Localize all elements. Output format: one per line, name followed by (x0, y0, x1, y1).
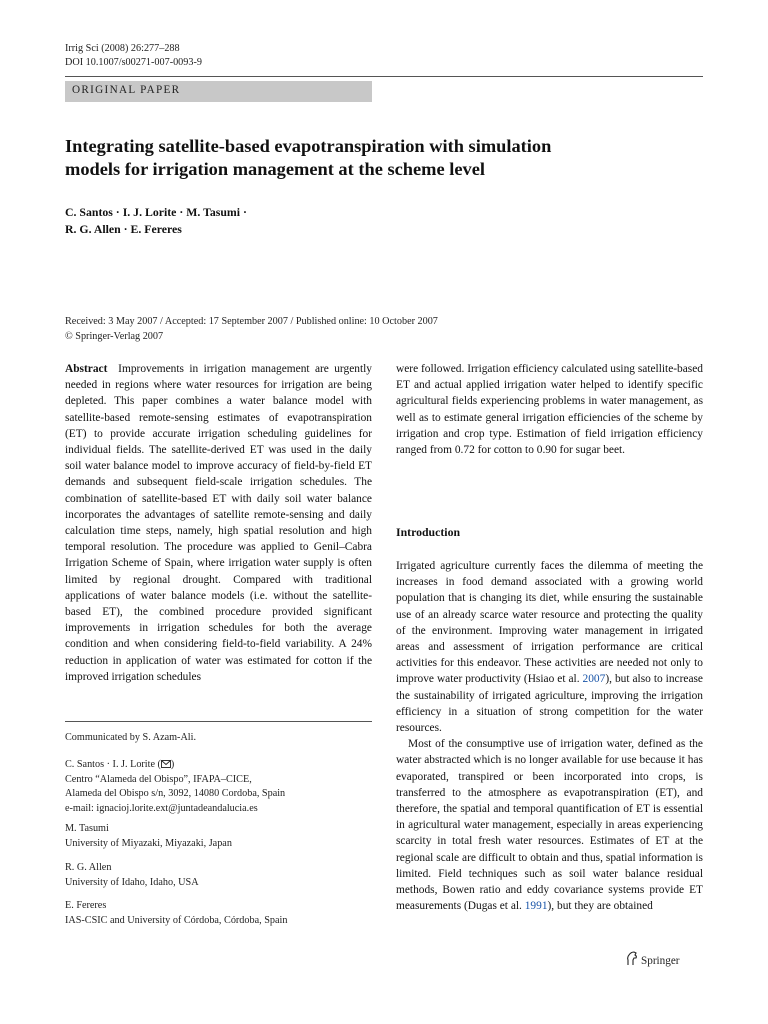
citation-link-dugas[interactable]: 1991 (524, 900, 548, 913)
affiliation-3 (65, 861, 372, 890)
abstract-continued (396, 361, 703, 458)
footnote-rule (65, 721, 372, 722)
affiliation-1-line-2: Alameda del Obispo s/n, 3092, 14080 Cordoba, Spain (65, 788, 286, 799)
journal-citation: Irrig Sci (2008) 26:277–288 (65, 43, 180, 54)
title-line-1: Integrating satellite-based evapotranspiration with simulation (65, 136, 552, 156)
section-label-bar (65, 81, 372, 102)
publisher-logo (625, 951, 680, 967)
introduction-body (396, 558, 703, 914)
section-label: ORIGINAL PAPER (72, 84, 181, 96)
paper-title (65, 135, 705, 181)
affiliation-2-name: M. Tasumi (65, 823, 109, 834)
affiliation-3-name: R. G. Allen (65, 862, 112, 873)
title-line-2: models for irrigation management at the scheme level (65, 159, 485, 179)
authors-line-2: R. G. Allen · E. Fereres (65, 222, 182, 236)
abstract-text: Improvements in irrigation management are urgently needed in regions where water resources for irrigation are being depleted. This paper combines a water balance model with satellite-based remote-sensing estimates of evapotranspiration (ET) to provide accurate irrigation scheduling guidelines for individual fields. The satellite-derived ET was used in the daily soil water balance model to improve accuracy of field-by-field ET demands and subsequent field-scale irrigation schedules. The combination of satellite-based ET with daily soil water balance incorporates the advantages of satellite remote-sensing and daily calculation time steps, namely, high spatial resolution and high temporal resolution. The procedure was applied to Genil–Cabra Irrigation Scheme of Spain, where irrigation water supply is often limited by regional drought. Compared with traditional applications of water balance models (i.e. without the satellite-based ET), the combined procedure provided significant improvements in irrigation schedules for both the average condition and when considering field-to-field variability. A 24% reduction in application of water was estimated for cotton if the improved irrigation schedules (65, 363, 372, 683)
abstract-continued-text: were followed. Irrigation efficiency calculated using satellite-based ET and actual applied irrigation water helped to identify specific agricultural fields experiencing problems in water management, as well as to estimate general irrigation efficiencies of the scheme by irrigation and crop type. Estimation of field irrigation efficiency ranged from 0.72 for cotton to 0.90 for sugar beet. (396, 363, 703, 457)
authors-line-1: C. Santos · I. J. Lorite · M. Tasumi · (65, 205, 247, 219)
communicated-by: Communicated by S. Azam-Ali. (65, 732, 197, 743)
affiliation-4 (65, 899, 372, 928)
affiliation-1 (65, 758, 372, 816)
doi: DOI 10.1007/s00271-007-0093-9 (65, 57, 202, 68)
affiliation-2-institution: University of Miyazaki, Miyazaki, Japan (65, 837, 232, 849)
header-rule (65, 76, 703, 77)
copyright-line: © Springer-Verlag 2007 (65, 331, 164, 342)
affiliation-4-name: E. Fereres (65, 900, 107, 911)
abstract (65, 361, 372, 685)
affiliation-1-line-1: Centro “Alameda del Obispo”, IFAPA–CICE, (65, 773, 252, 785)
envelope-icon (161, 760, 171, 768)
dates-line: Received: 3 May 2007 / Accepted: 17 September 2007 / Published online: 10 October 2007 (65, 316, 438, 327)
introduction-paragraph-1: Irrigated agriculture currently faces the dilemma of meeting the increases in food demand associated with a growing world population that is changing its diet, while ensuring the sustainable use of an already scarce water resource and protecting the quality of the environment. Improving water management in irrigated areas and assessment of irrigation performance are critical activities for this endeavor. These activities are needed not only to improve water productivity (Hsiao et al. 2007), but also to increase the sustainability of irrigated agriculture, improving the irrigation efficiency in a situation of strong competition for the water resources. (396, 560, 703, 735)
authors (65, 204, 465, 238)
citation-link-hsiao[interactable]: 2007 (582, 673, 606, 686)
introduction-heading: Introduction (396, 525, 461, 539)
affiliation-3-institution: University of Idaho, Idaho, USA (65, 876, 199, 888)
springer-horse-icon (625, 951, 638, 966)
introduction-paragraph-2: Most of the consumptive use of irrigation water, defined as the water abstracted which is no longer available for use because it has evaporated, transpired or been incorporated into crops, is transferred to the atmosphere as evapotranspiration (ET), and therefore, the spatial and temporal quantification of ET is essential in agricultural water management, especially in areas experiencing scarcity in total fresh water resources. Estimates of ET at the regional scale are difficult to obtain and thus, spatial information is limited. Field techniques such as soil water balance residual methods, Bowen ratio and eddy covariance systems provide ET measurements (Dugas et al. 1991), but they are obtained (396, 738, 703, 913)
publisher-name: Springer (641, 955, 680, 967)
abstract-label: Abstract (65, 363, 108, 375)
affiliation-1-email[interactable]: e-mail: ignacioj.lorite.ext@juntadeandalucia.es (65, 802, 258, 814)
affiliation-1-names: C. Santos · I. J. Lorite ( ) (65, 759, 175, 770)
publication-dates (65, 314, 705, 344)
affiliation-4-institution: IAS-CSIC and University of Córdoba, Córdoba, Spain (65, 914, 288, 926)
affiliation-2 (65, 822, 372, 851)
